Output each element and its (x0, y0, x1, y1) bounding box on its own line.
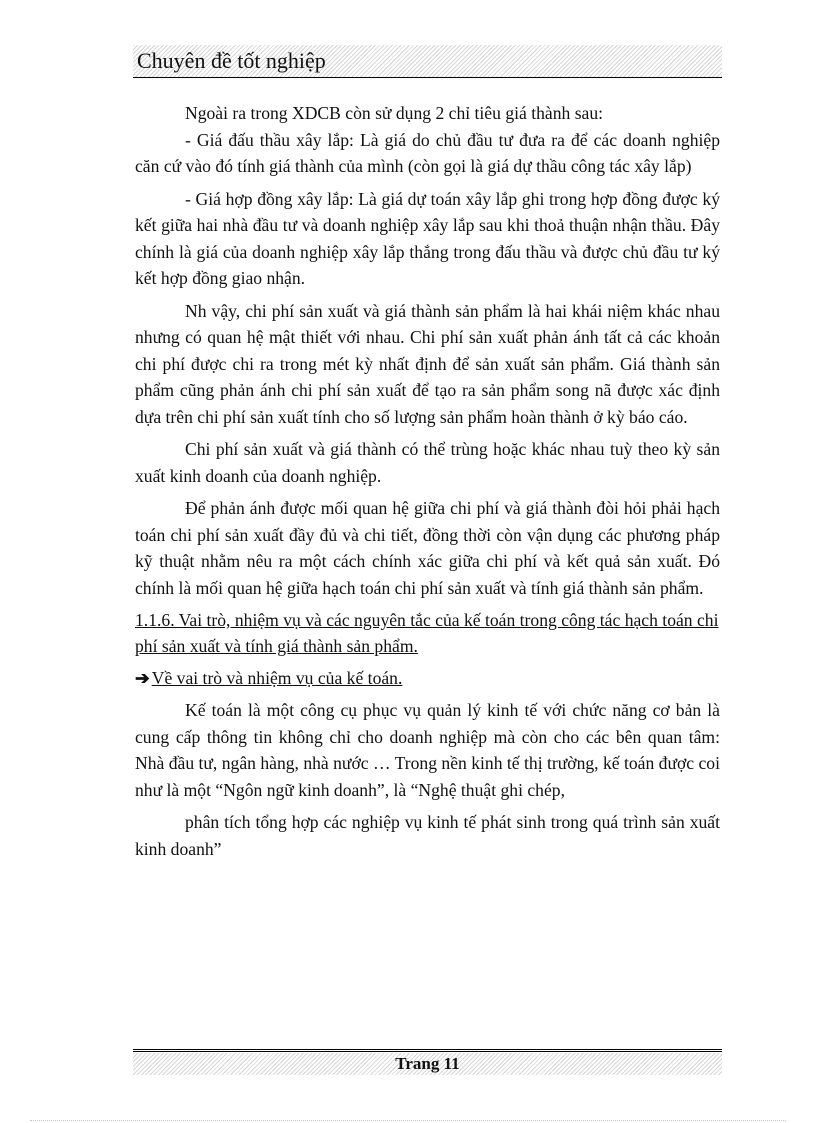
page-footer (133, 1053, 722, 1075)
header-rule (133, 77, 722, 78)
paragraph-overlap: Chi phí sản xuất và giá thành có thể trùng hoặc khác nhau tuỳ theo kỳ sản xuất kinh doanh của doanh nghiệp. (135, 439, 720, 486)
footer-rule-top (133, 1049, 722, 1050)
footer-rule-bottom (133, 1051, 722, 1052)
paragraph-bid-price: - Giá đấu thầu xây lắp: Là giá do chủ đầu tư đưa ra để các doanh nghiệp căn cứ vào đó tính giá thành của mình (còn gọi là giá dự thầu công tác xây lắp) (135, 129, 720, 176)
paragraph-relationship: Để phản ánh được mối quan hệ giữa chi phí và giá thành đòi hỏi phải hạch toán chi phí sản xuất đầy đủ và chi tiết, đồng thời còn vận dụng các phương pháp kỹ thuật nhằm nêu ra một cách chính xác giữa chi phí và kết quả sản xuất. Đó chính là mối quan hệ giữa hạch toán chi phí sản xuất và tính giá thành sản phẩm. (135, 498, 720, 598)
subheading (135, 665, 720, 691)
paragraph-intro: Ngoài ra trong XDCB còn sử dụng 2 chỉ tiêu giá thành sau: (185, 103, 604, 123)
paragraph-contract-price: - Giá hợp đồng xây lắp: Là giá dự toán xây lắp ghi trong hợp đồng được ký kết giữa hai nhà đầu tư và doanh nghiệp xây lắp sau khi thoả thuận nhận thầu. Đây chính là giá của doanh nghiệp xây lắp thắng trong đấu thầu và được chủ đầu tư ký kết hợp đồng giao nhận. (135, 188, 720, 288)
page-number: Trang 11 (395, 1054, 460, 1073)
subheading-text: Về vai trò và nhiệm vụ của kế toán. (151, 668, 403, 688)
paragraph-cost-vs-price: Nh vậy, chi phí sản xuất và giá thành sản phẩm là hai khái niệm khác nhau nhưng có quan hệ mật thiết với nhau. Chi phí sản xuất phản ánh tất cả các khoản chi phí được chi ra trong mét kỳ nhất định để sản xuất sản phẩm. Giá thành sản phẩm cũng phản ánh chi phí sản xuất để tạo ra sản phẩm song nã được xác định dựa trên chi phí sản xuất tính cho số lượng sản phẩm hoàn thành ở kỳ báo cáo. (135, 300, 720, 427)
section-heading: 1.1.6. Vai trò, nhiệm vụ và các nguyên tắc của kế toán trong công tác hạch toán chi phí sản xuất và tính giá thành sản phẩm. (135, 610, 719, 656)
paragraph-accounting-analysis: phân tích tổng hợp các nghiệp vụ kinh tế phát sinh trong quá trình sản xuất kinh doanh” (135, 812, 720, 859)
document-body (135, 100, 720, 862)
page-edge-divider (30, 1120, 786, 1121)
arrow-right-icon: ➔ (135, 668, 150, 688)
page-header-title: Chuyên đề tốt nghiệp (137, 48, 326, 73)
paragraph-accounting-role: Kế toán là một công cụ phục vụ quản lý kinh tế với chức năng cơ bản là cung cấp thông tin không chỉ cho doanh nghiệp mà còn cho các bên quan tâm: Nhà đầu tư, ngân hàng, nhà nước … Trong nền kinh tế thị trường, kế toán được coi như là một “Ngôn ngữ kinh doanh”, là “Nghệ thuật ghi chép, (135, 700, 720, 800)
